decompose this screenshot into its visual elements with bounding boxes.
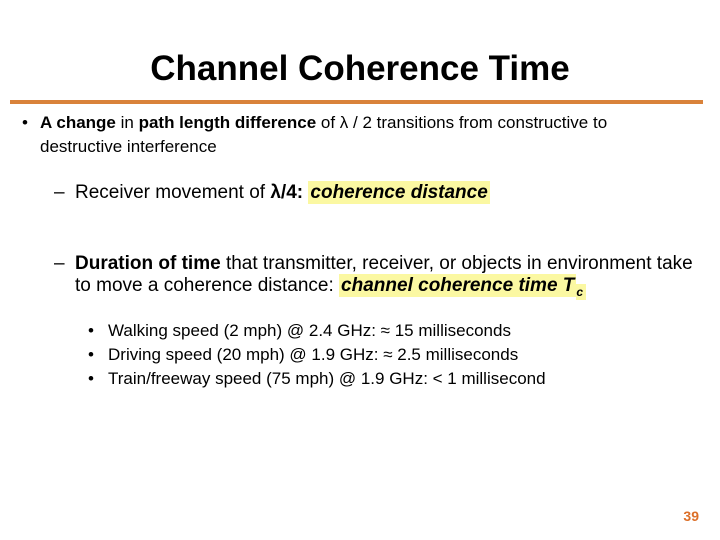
list-item-text: Walking speed (2 mph) @ 2.4 GHz: ≈ 15 milliseconds: [108, 321, 511, 340]
text-run: that transmitter, receiver, or objects in environment take: [220, 253, 693, 274]
bullet-marker: •: [88, 321, 94, 340]
bullet-marker: •: [22, 113, 28, 132]
text-run: path length difference: [138, 113, 317, 132]
text-run: in: [115, 113, 139, 132]
bullet-level2-coherence-time: [54, 253, 699, 297]
text-run: Receiver movement of: [75, 182, 271, 203]
list-item: [88, 367, 688, 391]
list-item-text: Driving speed (20 mph) @ 1.9 GHz: ≈ 2.5 milliseconds: [108, 345, 519, 364]
dash-marker: –: [54, 253, 65, 274]
bullet-level1-change: [22, 111, 692, 159]
title-underline: [10, 100, 703, 104]
text-run: Duration of time: [75, 253, 221, 274]
list-item-text: Train/freeway speed (75 mph) @ 1.9 GHz: < 1 millisecond: [108, 369, 546, 388]
bullet-level2-coherence-distance: [54, 181, 694, 205]
bullet-marker: •: [88, 369, 94, 388]
dash-marker: –: [54, 182, 65, 203]
text-run: destructive interference: [40, 137, 217, 156]
text-run: A change: [40, 113, 116, 132]
bullet-text: [40, 111, 692, 159]
speed-examples-list: [88, 319, 688, 391]
text-run: λ/4:: [270, 182, 309, 203]
list-item: [88, 319, 688, 343]
highlighted-term: channel coherence time T: [341, 275, 575, 296]
bullet-text: [75, 181, 694, 205]
page-number: 39: [683, 508, 699, 524]
text-run: of λ / 2 transitions from constructive to: [316, 113, 608, 132]
bullet-text: [75, 253, 699, 297]
bullet-marker: •: [88, 345, 94, 364]
slide-title: Channel Coherence Time: [150, 49, 570, 88]
text-run: to move a coherence distance:: [75, 275, 340, 296]
highlighted-term: c: [576, 284, 586, 300]
highlighted-term: coherence distance: [310, 182, 488, 203]
list-item: [88, 343, 688, 367]
